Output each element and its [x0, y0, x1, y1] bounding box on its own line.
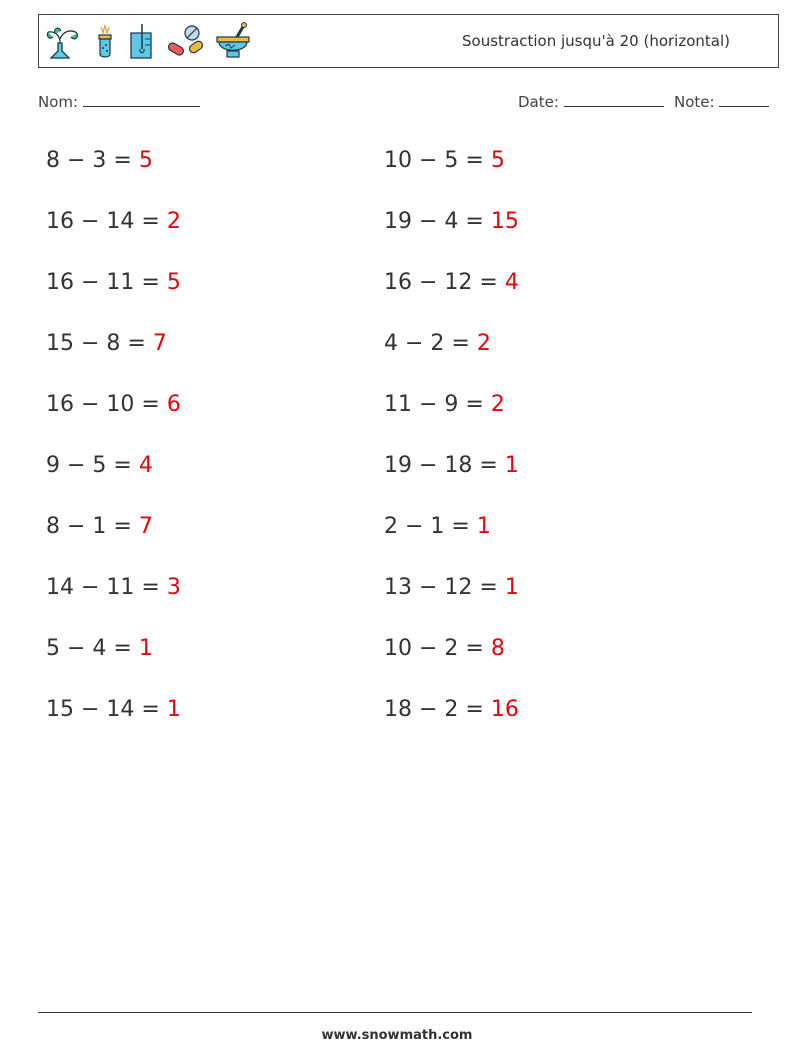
date-blank-line: [564, 92, 664, 107]
problem-item: [46, 453, 153, 478]
name-field: [38, 92, 200, 111]
problem-question: 10 − 2 =: [384, 636, 484, 661]
problem-answer: 1: [476, 514, 491, 539]
problem-answer: 5: [166, 270, 181, 295]
test-tube-icon: [91, 21, 119, 61]
problem-item: [46, 148, 153, 173]
problem-answer: 2: [476, 331, 491, 356]
problem-answer: 2: [166, 209, 181, 234]
note-field: [674, 92, 769, 111]
problem-item: [384, 209, 519, 234]
problem-item: [384, 453, 519, 478]
problem-question: 11 − 9 =: [384, 392, 484, 417]
date-label: Date:: [518, 93, 559, 111]
pills-icon: [165, 21, 207, 61]
problem-answer: 8: [490, 636, 505, 661]
problem-answer: 1: [166, 697, 181, 722]
note-blank-line: [719, 92, 769, 107]
problem-question: 8 − 3 =: [46, 148, 132, 173]
problem-answer: 7: [138, 514, 153, 539]
problem-answer: 7: [152, 331, 167, 356]
problem-answer: 3: [166, 575, 181, 600]
problem-item: [46, 209, 181, 234]
problem-item: [384, 636, 505, 661]
name-label: Nom:: [38, 93, 79, 111]
problem-item: [46, 392, 181, 417]
problem-answer: 16: [490, 697, 519, 722]
problem-question: 19 − 4 =: [384, 209, 484, 234]
problem-question: 16 − 12 =: [384, 270, 498, 295]
problem-answer: 1: [504, 453, 519, 478]
problem-item: [46, 636, 153, 661]
problem-item: [46, 575, 181, 600]
problem-item: [384, 148, 505, 173]
problem-item: [46, 331, 167, 356]
date-field: [518, 92, 664, 111]
problem-question: 9 − 5 =: [46, 453, 132, 478]
problem-answer: 5: [138, 148, 153, 173]
problem-answer: 5: [490, 148, 505, 173]
problem-item: [384, 575, 519, 600]
problem-question: 16 − 14 =: [46, 209, 160, 234]
problem-answer: 4: [504, 270, 519, 295]
plant-flask-icon: [43, 21, 85, 61]
name-blank-line: [83, 92, 200, 107]
header-icons: [43, 19, 253, 63]
problem-question: 15 − 14 =: [46, 697, 160, 722]
problem-question: 18 − 2 =: [384, 697, 484, 722]
problem-question: 16 − 10 =: [46, 392, 160, 417]
problem-answer: 4: [138, 453, 153, 478]
problem-question: 14 − 11 =: [46, 575, 160, 600]
problem-item: [46, 270, 181, 295]
problem-answer: 1: [138, 636, 153, 661]
problem-answer: 2: [490, 392, 505, 417]
problem-item: [46, 697, 181, 722]
footer-url: www.snowmath.com: [321, 1028, 473, 1043]
problem-item: [46, 514, 153, 539]
problem-question: 15 − 8 =: [46, 331, 146, 356]
problem-question: 2 − 1 =: [384, 514, 470, 539]
problem-item: [384, 331, 491, 356]
problem-question: 5 − 4 =: [46, 636, 132, 661]
problem-question: 8 − 1 =: [46, 514, 132, 539]
mortar-pestle-icon: [213, 21, 253, 61]
worksheet-header: [38, 14, 779, 68]
problem-item: [384, 514, 491, 539]
problem-answer: 6: [166, 392, 181, 417]
note-label: Note:: [674, 93, 715, 111]
problem-answer: 15: [490, 209, 519, 234]
problem-question: 4 − 2 =: [384, 331, 470, 356]
problem-item: [384, 392, 505, 417]
problem-answer: 1: [504, 575, 519, 600]
worksheet-title: Soustraction jusqu'à 20 (horizontal): [462, 32, 730, 50]
problem-question: 10 − 5 =: [384, 148, 484, 173]
problem-question: 19 − 18 =: [384, 453, 498, 478]
problem-question: 16 − 11 =: [46, 270, 160, 295]
problem-item: [384, 270, 519, 295]
beaker-icon: [125, 21, 159, 61]
footer-divider: [38, 1012, 752, 1013]
problem-item: [384, 697, 519, 722]
problem-question: 13 − 12 =: [384, 575, 498, 600]
